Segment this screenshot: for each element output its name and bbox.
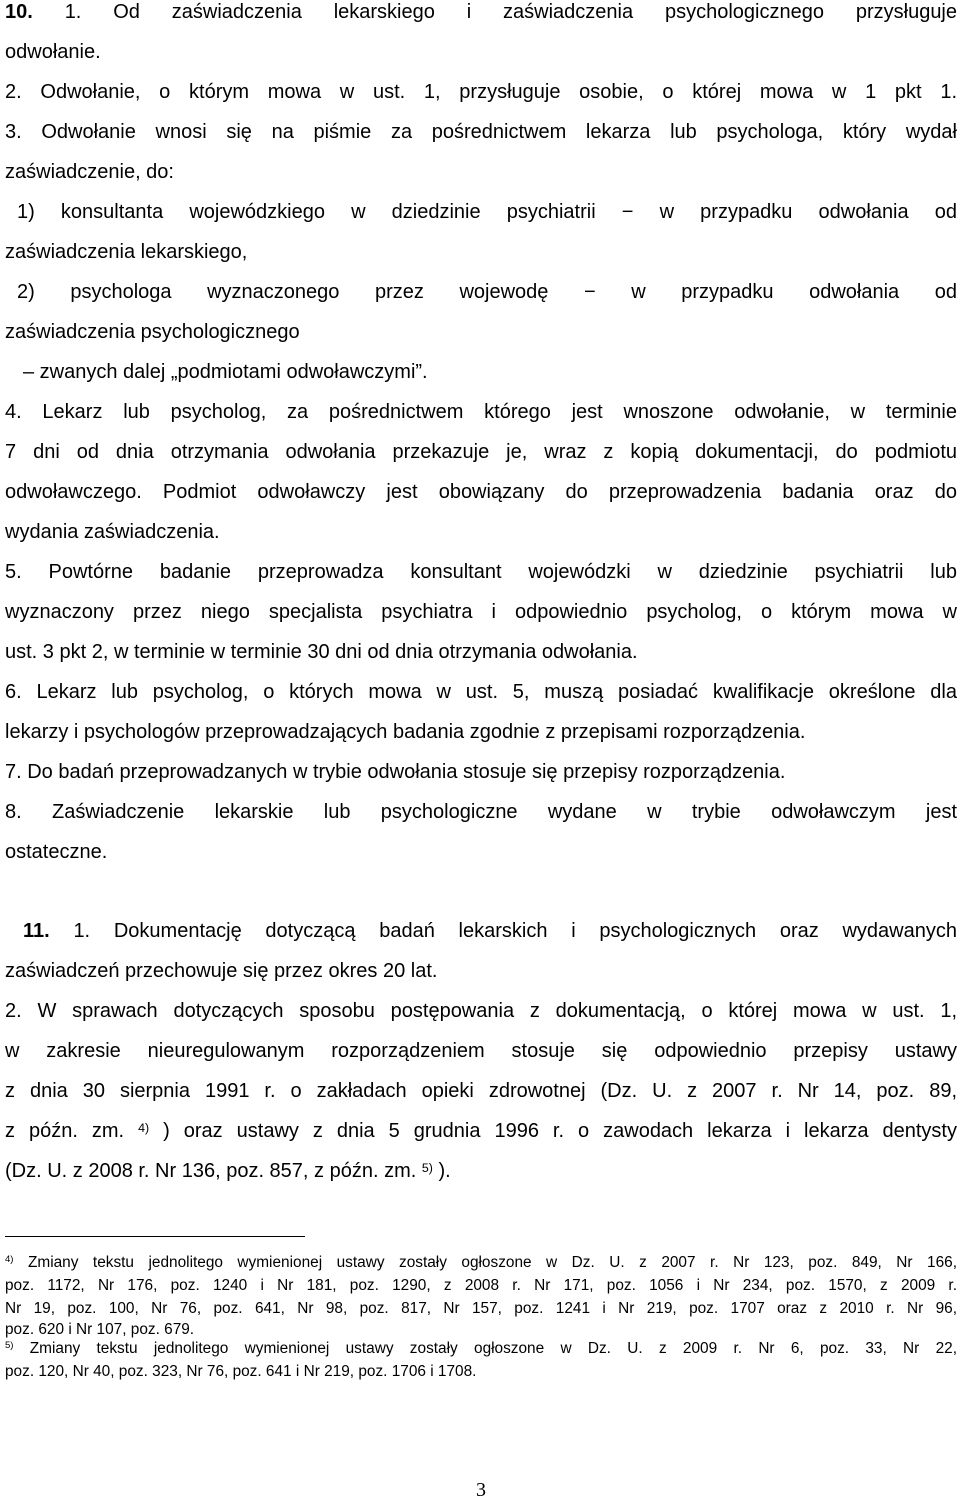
s11-line-1: 11. 1. Dokumentację dotyczącą badań lekarskich i psychologicznych oraz wydawanych (23, 920, 957, 942)
s10-line-7: zaświadczenia lekarskiego, (5, 241, 248, 263)
s11-line-5: z dnia 30 sierpnia 1991 r. o zakładach opieki zdrowotnej (Dz. U. z 2007 r. Nr 14, poz. 89, (5, 1080, 957, 1102)
s10-line-21: 8. Zaświadczenie lekarskie lub psychologiczne wydane w trybie odwoławczym jest (5, 801, 957, 823)
s10-line-17: ust. 3 pkt 2, w terminie w terminie 30 dni od dnia otrzymania odwołania. (5, 641, 638, 663)
s10-line-14: wydania zaświadczenia. (5, 521, 220, 543)
footnote-5-line-1: $^{5)}$ Zmiany tekstu jednolitego wymienionej ustawy zostały ogłoszone w Dz. U. z 2009 r. Nr 6, poz. 33, Nr 22, (5, 1340, 957, 1357)
footnote-ref-5[interactable]: 5) (421, 1161, 433, 1175)
s10-line-8: 2) psychologa wyznaczonego przez wojewodę − w przypadku odwołania od (17, 281, 957, 303)
s10-line-13: odwoławczego. Podmiot odwoławczy jest obowiązany do przeprowadzenia badania oraz do (5, 481, 957, 503)
footnote-5-mark: 5) (5, 1340, 14, 1351)
s11-line-3: 2. W sprawach dotyczących sposobu postępowania z dokumentacją, o której mowa w ust. 1, (5, 1000, 957, 1022)
page-number: 3 (476, 1479, 486, 1501)
footnote-4-mark: 4) (5, 1254, 14, 1265)
footnote-4-line-3: Nr 19, poz. 100, Nr 76, poz. 641, Nr 98, poz. 817, Nr 157, poz. 1241 i Nr 219, poz. 1707 oraz z 2010 r. Nr 96, (5, 1300, 957, 1317)
s10-line-5: zaświadczenie, do: (5, 161, 174, 183)
footnote-4-line-4: poz. 620 i Nr 107, poz. 679. (5, 1321, 195, 1338)
footnote-4-line-2: poz. 1172, Nr 176, poz. 1240 i Nr 181, poz. 1290, z 2008 r. Nr 171, poz. 1056 i Nr 234, poz. 1570, z 2009 r. (5, 1277, 957, 1294)
footnote-separator (5, 1236, 305, 1237)
s10-line-10: – zwanych dalej „podmiotami odwoławczymi”. (23, 361, 428, 383)
s10-line-20: 7. Do badań przeprowadzanych w trybie odwołania stosuje się przepisy rozporządzenia. (5, 761, 786, 783)
s10-line-16: wyznaczony przez niego specjalista psychiatra i odpowiednio psycholog, o którym mowa w (5, 601, 957, 623)
s10-line-6: 1) konsultanta wojewódzkiego w dziedzinie psychiatrii − w przypadku odwołania od (17, 201, 957, 223)
footnote-5-line-2: poz. 120, Nr 40, poz. 323, Nr 76, poz. 641 i Nr 219, poz. 1706 i 1708. (5, 1363, 477, 1380)
s10-line-11: 4. Lekarz lub psycholog, za pośrednictwem którego jest wnoszone odwołanie, w terminie (5, 401, 957, 423)
s11-line-2: zaświadczeń przechowuje się przez okres 20 lat. (5, 960, 438, 982)
s10-line-18: 6. Lekarz lub psycholog, o których mowa w ust. 5, muszą posiadać kwalifikacje określone dla (5, 681, 957, 703)
s10-line-3: 2. Odwołanie, o którym mowa w ust. 1, przysługuje osobie, o której mowa w 1 pkt 1. (5, 81, 957, 103)
section-11-number: 11. (23, 920, 50, 942)
s10-line-2: odwołanie. (5, 41, 101, 63)
s11-line-6: z późn. zm. $^{4)}$ ) oraz ustawy z dnia 5 grudnia 1996 r. o zawodach lekarza i lekarza dentysty (5, 1120, 957, 1142)
footnote-4-line-1: $^{4)}$ Zmiany tekstu jednolitego wymienionej ustawy zostały ogłoszone w Dz. U. z 2007 r. Nr 123, poz. 849, Nr 166, (5, 1254, 957, 1271)
s10-line-4: 3. Odwołanie wnosi się na piśmie za pośrednictwem lekarza lub psychologa, który wydał (5, 121, 957, 143)
s10-line-12: 7 dni od dnia otrzymania odwołania przekazuje je, wraz z kopią dokumentacji, do podmiotu (5, 441, 957, 463)
footnote-ref-4[interactable]: 4) (138, 1121, 150, 1135)
s10-line-1: 10. 1. Od zaświadczenia lekarskiego i zaświadczenia psychologicznego przysługuje (5, 1, 958, 23)
s11-line-7: (Dz. U. z 2008 r. Nr 136, poz. 857, z późn. zm. $^{5)}$ ). (5, 1160, 451, 1182)
s11-line-4: w zakresie nieuregulowanym rozporządzeniem stosuje się odpowiednio przepisy ustawy (5, 1040, 957, 1062)
s10-line-22: ostateczne. (5, 841, 108, 863)
section-10-number: 10. (5, 1, 33, 23)
s10-line-9: zaświadczenia psychologicznego (5, 321, 300, 343)
s10-line-15: 5. Powtórne badanie przeprowadza konsultant wojewódzki w dziedzinie psychiatrii lub (5, 561, 957, 583)
s10-line-19: lekarzy i psychologów przeprowadzających badania zgodnie z przepisami rozporządzenia. (5, 721, 806, 743)
